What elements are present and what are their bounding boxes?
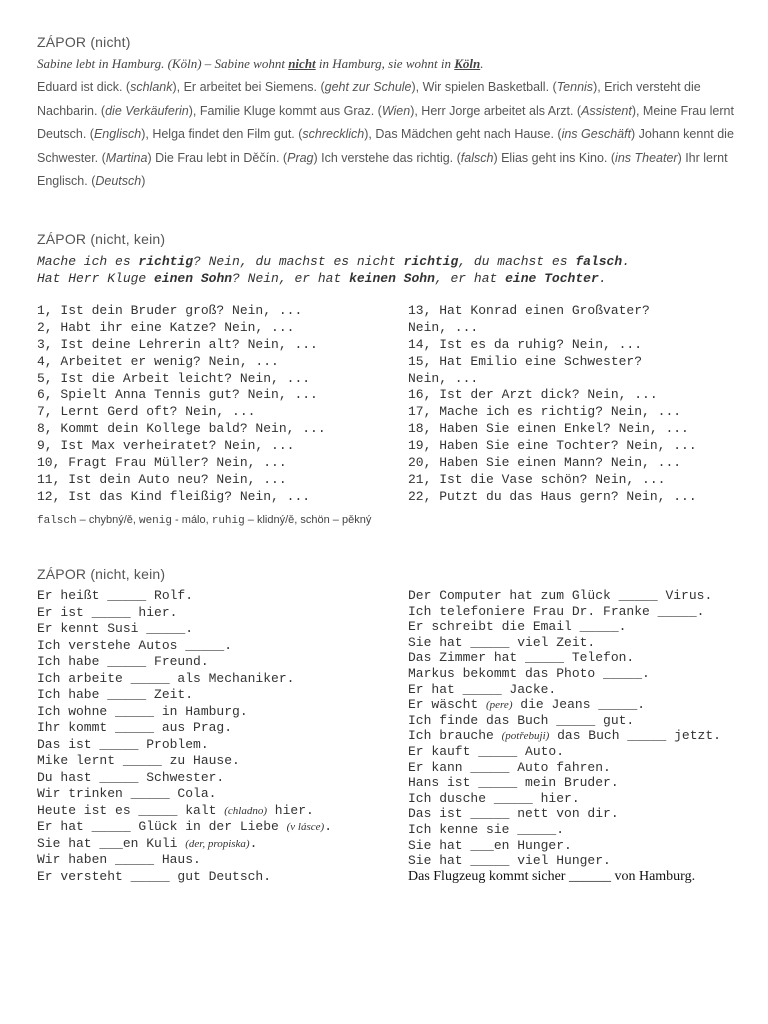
- exercise-line: [408, 744, 721, 760]
- exercise-line: [408, 791, 721, 807]
- text-segment: die Jeans _____.: [512, 697, 646, 713]
- exercise-line: [37, 753, 332, 770]
- text-segment: ), Erich versteht die Nachbarin. (: [37, 80, 701, 118]
- text-segment: Sie hat _____ viel Zeit.: [408, 634, 596, 650]
- sentence-serif: Das Flugzeug kommt sicher ______ von Hamburg.: [408, 868, 696, 884]
- text-segment: Er kann _____ Auto fahren.: [408, 759, 611, 775]
- exercise-line: 1, Ist dein Bruder groß? Nein, ...: [37, 303, 303, 318]
- exercise-line: 5, Ist die Arbeit leicht? Nein, ...: [37, 370, 311, 386]
- text-segment: Ich habe _____ Freund.: [37, 654, 209, 669]
- text-segment: ) Ich verstehe das richtig. (: [313, 150, 461, 165]
- exercise-line: 15, Hat Emilio eine Schwester?: [408, 353, 643, 369]
- hint-word: Prag: [287, 150, 314, 165]
- section2-questions-left: [37, 303, 326, 506]
- text-segment: ), Herr Jorge arbeitet als Arzt. (: [410, 103, 582, 118]
- text-segment: Er kauft _____ Auto.: [408, 743, 565, 759]
- exercise-line: [408, 588, 721, 604]
- text-segment: Ich telefoniere Frau Dr. Franke _____.: [408, 603, 705, 619]
- exercise-line: 16, Ist der Arzt dick? Nein, ...: [408, 387, 658, 403]
- exercise-line: [37, 803, 332, 820]
- text-segment: Ich brauche: [408, 728, 502, 744]
- text-segment: Ich kenne sie _____.: [408, 821, 565, 837]
- text-segment: Mache ich es: [37, 254, 139, 269]
- hint-word: Wien: [381, 103, 411, 118]
- exercise-line: [37, 704, 332, 721]
- exercise-line: [408, 806, 721, 822]
- text-segment: Du hast _____ Schwester.: [37, 769, 225, 785]
- text-segment: Hans ist _____ mein Bruder.: [408, 775, 619, 791]
- exercise-line: [408, 838, 721, 854]
- section2-example-2: [37, 270, 607, 287]
- text-segment: .: [324, 819, 333, 834]
- vocab-word: falsch: [37, 515, 77, 527]
- text-segment: Sie hat ___en Hunger.: [408, 837, 572, 853]
- text-segment: Ich wohne _____ in Hamburg.: [37, 703, 248, 719]
- hint-word: Englisch: [93, 127, 142, 141]
- text-segment: ), Familie Kluge kommt aus Graz. (: [188, 103, 382, 118]
- text-segment: , er hat: [434, 271, 506, 286]
- exercise-line: [37, 621, 332, 638]
- text-segment: ), Er arbeitet bei Siemens. (: [172, 80, 325, 94]
- exercise-line: 8, Kommt dein Kollege bald? Nein, ...: [37, 421, 326, 437]
- text-segment: Eduard ist dick. (: [37, 80, 131, 94]
- exercise-line: [408, 666, 721, 682]
- emphasis-word: richtig: [403, 254, 459, 269]
- hint-word: Assistent: [581, 103, 632, 118]
- exercise-line: [408, 869, 721, 885]
- exercise-line: [37, 819, 332, 836]
- text-segment: ), Helga findet den Film gut. (: [141, 127, 303, 141]
- section2-example-1: [37, 253, 630, 270]
- exercise-line: [37, 869, 332, 886]
- exercise-line: [37, 687, 332, 704]
- exercise-line: [37, 720, 332, 737]
- text-segment: – klidný/ě, schön – pěkný: [244, 514, 372, 526]
- text-segment: hier.: [267, 802, 314, 818]
- text-segment: ) Ihr lernt Englisch. (: [37, 150, 728, 188]
- text-segment: Ich dusche _____ hier.: [408, 790, 580, 806]
- exercise-line: 13, Hat Konrad einen Großvater?: [408, 303, 650, 318]
- exercise-line: [408, 760, 721, 776]
- section1-example: Sabine lebt in Hamburg. (Köln) – Sabine wohnt nicht in Hamburg, sie wohnt in Köln.: [37, 56, 484, 71]
- exercise-line: [408, 635, 721, 651]
- exercise-line: 3, Ist deine Lehrerin alt? Nein, ...: [37, 336, 318, 352]
- text-segment: Er hat _____ Glück in der Liebe: [37, 819, 287, 834]
- exercise-line: [408, 713, 721, 729]
- czech-gloss: (v lásce): [286, 821, 325, 833]
- hint-word: Deutsch: [95, 174, 142, 188]
- section2-title: ZÁPOR (nicht, kein): [37, 231, 166, 247]
- exercise-line: 2, Habt ihr eine Katze? Nein, ...: [37, 319, 295, 335]
- exercise-line: 20, Haben Sie einen Mann? Nein, ...: [408, 455, 682, 471]
- czech-gloss: (potřebuji): [501, 730, 550, 743]
- text-segment: .: [622, 254, 630, 269]
- text-segment: Er kennt Susi _____.: [37, 621, 194, 636]
- text-segment: .: [249, 835, 258, 851]
- text-segment: .: [598, 271, 607, 286]
- vocab-word: wenig: [138, 515, 172, 527]
- emphasis-word: richtig: [138, 254, 194, 269]
- text-segment: ), Das Mädchen geht nach Hause. (: [364, 127, 562, 141]
- text-segment: Er heißt _____ Rolf.: [37, 588, 194, 603]
- text-segment: Er hat _____ Jacke.: [408, 681, 557, 697]
- czech-gloss: (pere): [486, 699, 513, 712]
- text-segment: ), Meine Frau lernt Deutsch. (: [37, 103, 734, 141]
- exercise-line: [408, 682, 721, 698]
- hint-word: die Verkäuferin: [105, 103, 189, 118]
- hint-word: schlank: [130, 80, 173, 94]
- text-segment: Er schreibt die Email _____.: [408, 619, 627, 635]
- hint-word: schrecklich: [302, 127, 365, 141]
- text-segment: Das ist _____ nett von dir.: [408, 806, 619, 822]
- hint-word: falsch: [460, 150, 494, 165]
- text-segment: Hat Herr Kluge: [37, 271, 155, 286]
- czech-gloss: (chladno): [224, 804, 267, 817]
- exercise-line: Nein, ...: [408, 370, 479, 386]
- section2-vocabulary: [37, 514, 371, 527]
- hint-word: geht zur Schule: [324, 80, 412, 94]
- text-segment: ): [141, 174, 146, 188]
- section3-title: ZÁPOR (nicht, kein): [37, 566, 166, 582]
- exercise-line: 11, Ist dein Auto neu? Nein, ...: [37, 471, 287, 487]
- section2-questions-right: [408, 303, 697, 506]
- text-segment: - málo,: [172, 514, 212, 526]
- exercise-line: [408, 604, 721, 620]
- exercise-line: [408, 728, 721, 744]
- exercise-line: 14, Ist es da ruhig? Nein, ...: [408, 336, 643, 352]
- text-segment: Wir haben _____ Haus.: [37, 852, 201, 867]
- text-segment: Er wäscht: [408, 697, 487, 713]
- text-segment: Ich arbeite _____ als Mechaniker.: [37, 670, 295, 686]
- text-segment: ), Wir spielen Basketball. (: [411, 80, 557, 94]
- text-segment: das Buch _____ jetzt.: [549, 728, 721, 744]
- exercise-line: 9, Ist Max verheiratet? Nein, ...: [37, 438, 295, 454]
- text-segment: Heute ist es _____ kalt: [37, 802, 225, 818]
- emphasis-word: keinen Sohn: [349, 271, 435, 286]
- section1-exercise-text: [37, 76, 737, 194]
- text-segment: ? Nein, er hat: [232, 271, 350, 286]
- text-segment: Markus bekommt das Photo _____.: [408, 665, 650, 681]
- text-segment: Wir trinken _____ Cola.: [37, 786, 217, 801]
- exercise-line: [37, 737, 332, 754]
- exercise-line: [37, 852, 332, 869]
- exercise-line: 7, Lernt Gerd oft? Nein, ...: [37, 404, 256, 420]
- exercise-line: 21, Ist die Vase schön? Nein, ...: [408, 471, 666, 487]
- exercise-line: Nein, ...: [408, 319, 479, 335]
- exercise-line: [37, 836, 332, 853]
- exercise-line: 22, Putzt du das Haus gern? Nein, ...: [408, 488, 697, 504]
- text-segment: Er ist _____ hier.: [37, 604, 178, 620]
- section3-sentences-right: [408, 588, 721, 884]
- text-segment: , du machst es: [458, 254, 576, 269]
- text-segment: Das Zimmer hat _____ Telefon.: [408, 650, 635, 666]
- hint-word: Martina: [105, 150, 148, 165]
- text-segment: ) Elias geht ins Kino. (: [493, 150, 616, 165]
- section3-sentences-left: [37, 588, 332, 885]
- emphasis-word: falsch: [575, 254, 623, 269]
- text-segment: Das ist _____ Problem.: [37, 736, 209, 752]
- text-segment: Ich verstehe Autos _____.: [37, 637, 233, 653]
- emphasis-word: einen Sohn: [154, 271, 233, 286]
- text-segment: – chybný/ě,: [76, 514, 139, 526]
- text-segment: ? Nein, du machst es nicht: [193, 254, 404, 269]
- czech-gloss: (der, propiska): [185, 837, 250, 850]
- exercise-line: 17, Mache ich es richtig? Nein, ...: [408, 404, 682, 420]
- exercise-line: 4, Arbeitet er wenig? Nein, ...: [37, 353, 279, 369]
- section1-title: ZÁPOR (nicht): [37, 34, 131, 50]
- exercise-line: [37, 605, 332, 622]
- emphasis-word: eine Tochter: [505, 271, 599, 286]
- text-segment: Ich habe _____ Zeit.: [37, 687, 194, 702]
- text-segment: Mike lernt _____ zu Hause.: [37, 753, 240, 768]
- exercise-line: [37, 786, 332, 803]
- exercise-line: [408, 697, 721, 713]
- text-segment: Sie hat ___en Kuli: [37, 835, 186, 851]
- hint-word: Tennis: [556, 80, 594, 94]
- text-segment: Ich finde das Buch _____ gut.: [408, 712, 635, 728]
- exercise-line: [408, 619, 721, 635]
- text-segment: Sie hat _____ viel Hunger.: [408, 853, 611, 869]
- exercise-line: 10, Fragt Frau Müller? Nein, ...: [37, 455, 287, 471]
- hint-word: ins Geschäft: [561, 127, 632, 141]
- exercise-line: 6, Spielt Anna Tennis gut? Nein, ...: [37, 387, 318, 403]
- exercise-line: [408, 650, 721, 666]
- exercise-line: [408, 775, 721, 791]
- text-segment: Der Computer hat zum Glück _____ Virus.: [408, 588, 713, 603]
- exercise-line: [37, 770, 332, 787]
- vocab-word: ruhig: [211, 515, 245, 527]
- text-segment: Ihr kommt _____ aus Prag.: [37, 720, 233, 735]
- text-segment: ) Johann kennt die Schwester. (: [37, 127, 734, 165]
- text-segment: ) Die Frau lebt in Děčín. (: [147, 150, 288, 165]
- exercise-line: [408, 822, 721, 838]
- exercise-line: [37, 638, 332, 655]
- exercise-line: [37, 654, 332, 671]
- text-segment: Er versteht _____ gut Deutsch.: [37, 868, 272, 884]
- exercise-line: [408, 853, 721, 869]
- exercise-line: [37, 588, 332, 605]
- hint-word: ins Theater: [615, 150, 678, 165]
- exercise-line: 12, Ist das Kind fleißig? Nein, ...: [37, 488, 311, 504]
- exercise-line: [37, 671, 332, 688]
- exercise-line: 19, Haben Sie eine Tochter? Nein, ...: [408, 438, 697, 454]
- exercise-line: 18, Haben Sie einen Enkel? Nein, ...: [408, 421, 689, 437]
